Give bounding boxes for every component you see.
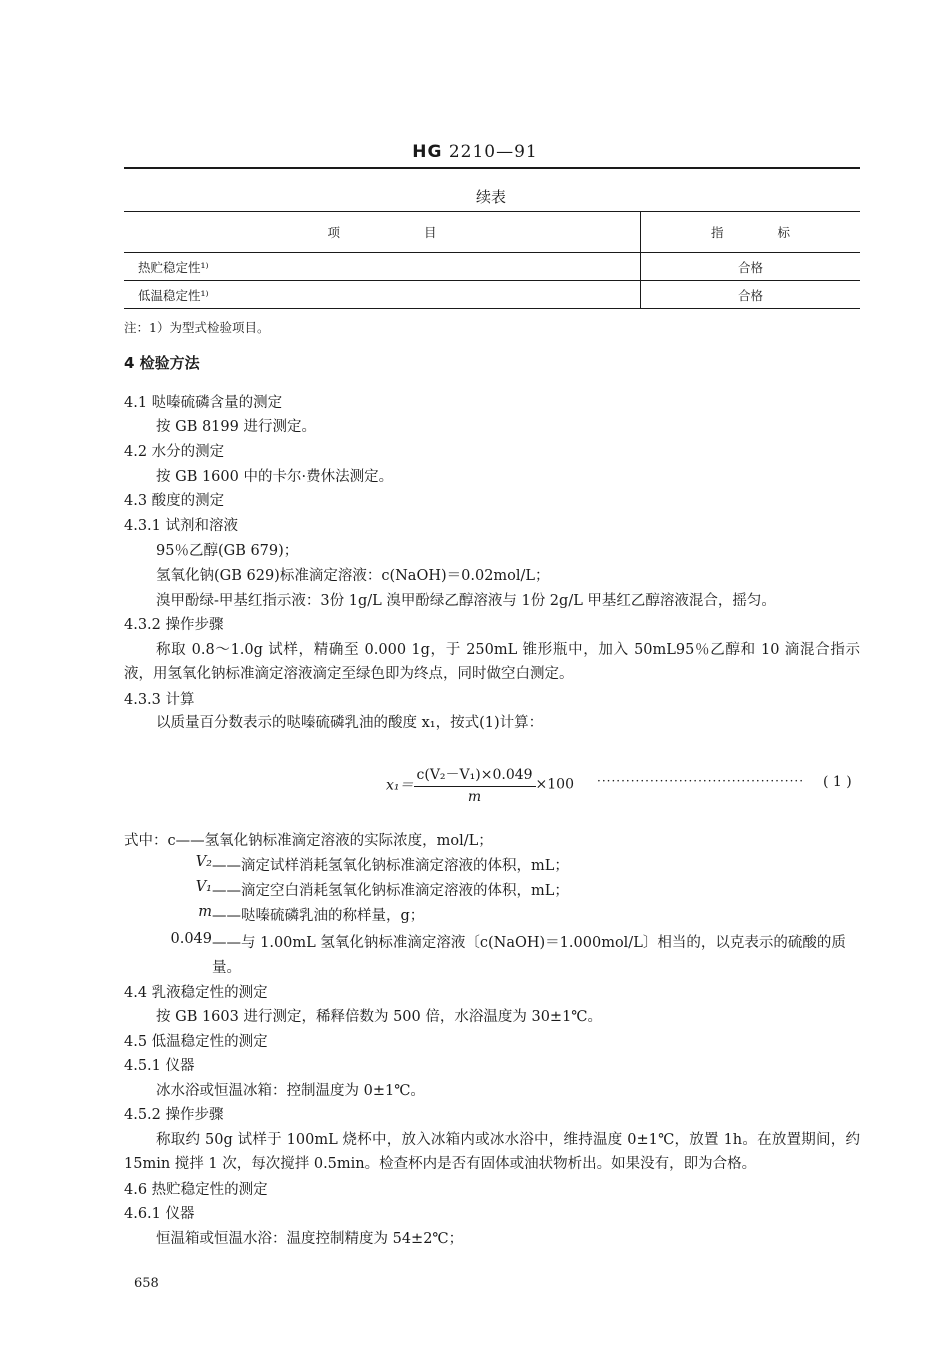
formula-number: ( 1 ) <box>823 774 852 790</box>
paragraph: 称取 0.8～1.0g 试样，精确至 0.000 1g，于 250mL 锥形瓶中，加入 50mL95％乙醇和 10 滴混合指示液，用氢氧化钠标准滴定溶液滴定至绿色即为终点，同时做空白测定。 <box>124 642 860 682</box>
formula-denominator: m <box>467 789 482 805</box>
subsection-heading: 4.2 水分的测定 <box>124 444 225 460</box>
standard-code: HG <box>412 142 443 162</box>
subsection-heading: 4.5.1 仪器 <box>124 1058 195 1074</box>
where-text: ——滴定空白消耗氢氧化钠标准滴定溶液的体积，mL； <box>212 883 569 899</box>
paragraph: 冰水浴或恒温冰箱：控制温度为 0±1℃。 <box>156 1083 425 1099</box>
where-line <box>124 829 493 850</box>
paragraph: 恒温箱或恒温水浴：温度控制精度为 54±2℃； <box>156 1231 464 1247</box>
paragraph: 按 GB 1603 进行测定，稀释倍数为 500 倍，水浴温度为 30±1℃。 <box>156 1009 603 1025</box>
page-number: 658 <box>134 1276 159 1291</box>
where-text: ——与 1.00mL 氢氧化钠标准滴定溶液〔c(NaOH)＝1.000mol/L〕相当的，以克表示的硫酸的质 <box>212 935 846 951</box>
table-cell-item: 热贮稳定性¹⁾ <box>124 253 641 281</box>
subsection-heading: 4.3 酸度的测定 <box>124 493 225 509</box>
formula-fraction <box>414 764 536 805</box>
table-cell-value: 合格 <box>641 281 861 309</box>
where-text: ——滴定试样消耗氢氧化钠标准滴定溶液的体积，mL； <box>212 858 569 874</box>
column-header-item: 项 目 <box>124 212 641 253</box>
table-cell-item: 低温稳定性¹⁾ <box>124 281 641 309</box>
where-symbol: V₂ <box>195 854 212 870</box>
subsection-heading: 4.4 乳液稳定性的测定 <box>124 985 268 1001</box>
column-header-value: 指 标 <box>641 212 861 253</box>
subsection-heading: 4.3.3 计算 <box>124 692 195 708</box>
header-rule <box>124 167 860 169</box>
subsection-heading: 4.3.2 操作步骤 <box>124 617 224 633</box>
subsection-heading: 4.5 低温稳定性的测定 <box>124 1034 268 1050</box>
paragraph: 以质量百分数表示的哒嗪硫磷乳油的酸度 x₁，按式(1)计算： <box>156 715 544 731</box>
subsection-heading: 4.3.1 试剂和溶液 <box>124 518 239 534</box>
paragraph: 95％乙醇(GB 679)； <box>156 543 299 559</box>
paragraph: 按 GB 8199 进行测定。 <box>156 419 316 435</box>
table-caption: 续表 <box>475 188 506 206</box>
standard-number: 2210—91 <box>448 142 538 162</box>
paragraph: 溴甲酚绿-甲基红指示液：3份 1g/L 溴甲酚绿乙醇溶液与 1份 2g/L 甲基红乙醇溶液混合，摇匀。 <box>156 593 776 609</box>
subsection-heading: 4.6 热贮稳定性的测定 <box>124 1182 268 1198</box>
paragraph: 氢氧化钠(GB 629)标准滴定溶液：c(NaOH)＝0.02mol/L； <box>156 568 550 584</box>
where-text: ——氢氧化钠标准滴定溶液的实际浓度，mol/L； <box>175 833 493 849</box>
table-row <box>124 281 860 309</box>
subsection-heading: 4.6.1 仪器 <box>124 1206 195 1222</box>
where-symbol: 式中：c <box>124 833 176 849</box>
where-continuation: 量。 <box>212 960 241 976</box>
where-symbol: V₁ <box>195 879 212 895</box>
table-row <box>124 253 860 281</box>
formula-1 <box>386 764 574 805</box>
where-symbol: 0.049 <box>170 931 212 947</box>
table-header-row <box>124 212 860 253</box>
subsection-heading: 4.5.2 操作步骤 <box>124 1107 224 1123</box>
paragraph: 按 GB 1600 中的卡尔·费休法测定。 <box>156 469 394 485</box>
formula-leader: ··········································· <box>597 774 805 788</box>
paragraph: 称取约 50g 试样于 100mL 烧杯中，放入冰箱内或冰水浴中，维持温度 0±1℃，放置 1h。在放置期间，约 15min 搅拌 1 次，每次搅拌 0.5min。检查杯内是否有固体或油状物析出。如果没有，即为合格。 <box>124 1132 860 1172</box>
where-text: ——哒嗪硫磷乳油的称样量，g； <box>212 908 425 924</box>
where-symbol: m <box>198 904 212 920</box>
table-cell-value: 合格 <box>641 253 861 281</box>
section-heading: 4 检验方法 <box>124 354 200 372</box>
formula-lhs: x₁＝ <box>386 777 414 794</box>
formula-tail: ×100 <box>535 776 574 793</box>
subsection-heading: 4.1 哒嗪硫磷含量的测定 <box>124 395 283 411</box>
spec-table <box>124 211 860 309</box>
formula-numerator: c(V₂－V₁)×0.049 <box>414 764 536 787</box>
page-header <box>0 142 950 162</box>
table-note: 注：1）为型式检验项目。 <box>124 320 270 335</box>
